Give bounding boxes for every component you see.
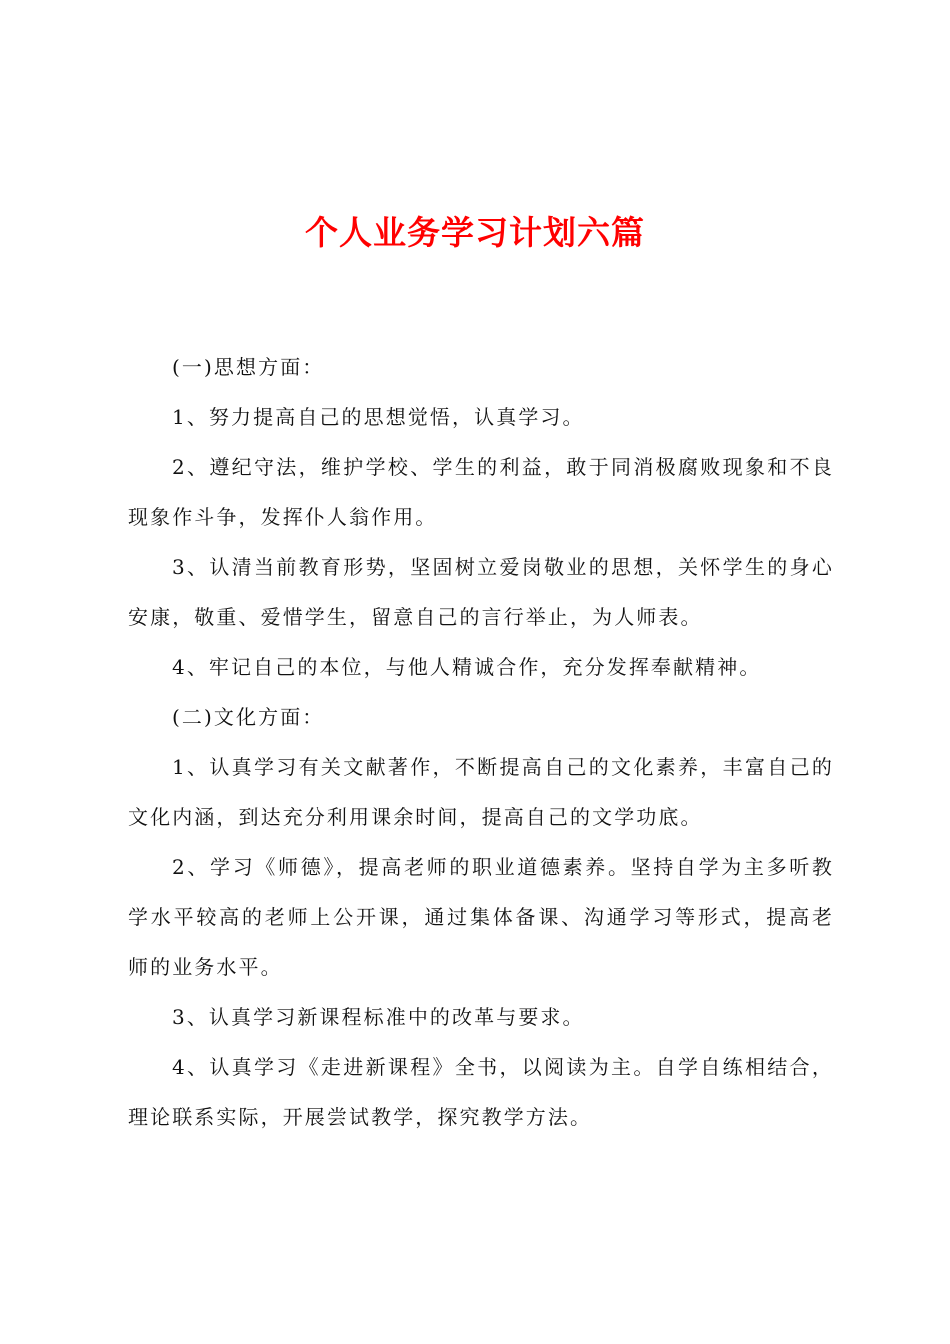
paragraph-thought-4: 4、牢记自己的本位，与他人精诚合作，充分发挥奉献精神。 [172,655,762,679]
document-body [128,342,834,1142]
document-title: 个人业务学习计划六篇 [305,213,645,252]
section-heading-culture: (二)文化方面： [172,705,325,729]
paragraph-thought-3: 3、认清当前教育形势，坚固树立爱岗敬业的思想，关怀学生的身心安康，敬重、爱惜学生，留意自己的言行举止，为人师表。 [128,555,834,629]
paragraph-thought-2: 2、遵纪守法，维护学校、学生的利益，敢于同消极腐败现象和不良现象作斗争，发挥仆人翁作用。 [128,455,834,529]
section-heading-thought: (一)思想方面： [172,355,325,379]
paragraph-culture-3: 3、认真学习新课程标准中的改革与要求。 [172,1005,585,1029]
paragraph-culture-4: 4、认真学习《走进新课程》全书，以阅读为主。自学自练相结合，理论联系实际，开展尝试教学，探究教学方法。 [128,1055,834,1129]
paragraph-thought-1: 1、努力提高自己的思想觉悟，认真学习。 [172,405,585,429]
paragraph-culture-2: 2、学习《师德》，提高老师的职业道德素养。坚持自学为主多听教学水平较高的老师上公开课，通过集体备课、沟通学习等形式，提高老师的业务水平。 [128,855,834,979]
paragraph-culture-1: 1、认真学习有关文献著作，不断提高自己的文化素养，丰富自己的文化内涵，到达充分利用课余时间，提高自己的文学功底。 [128,755,834,829]
